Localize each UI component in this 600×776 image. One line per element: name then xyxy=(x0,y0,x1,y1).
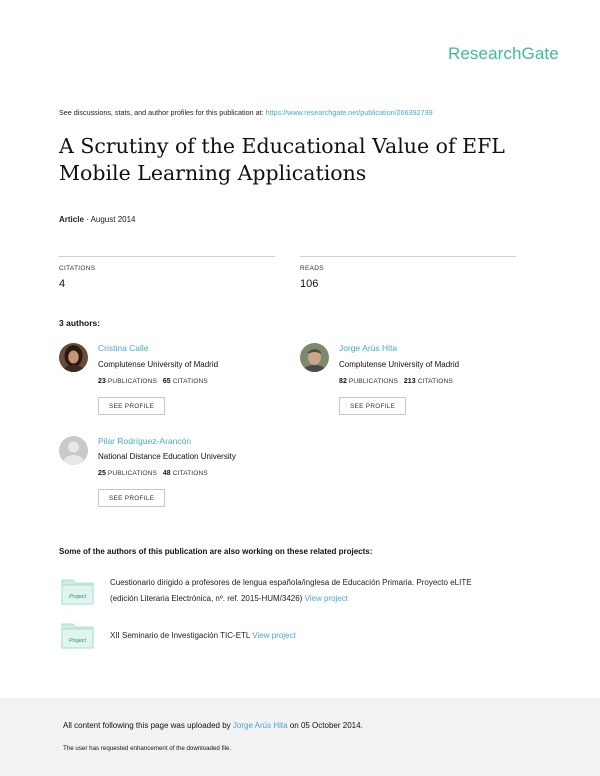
citations-value: 4 xyxy=(59,278,66,290)
upload-suffix: on 05 October 2014. xyxy=(287,721,363,730)
publication-count: 82 xyxy=(339,378,347,385)
reads-value: 106 xyxy=(300,278,319,290)
project-title-line1: Cuestionario dirigido a profesores de lengua española/inglesa de Educación Primaria. Proyecto eLITE xyxy=(110,578,472,587)
author-photo-icon xyxy=(59,343,88,372)
project-title-line2: (edición Literaria Electrónica, nº. ref. 2015-HUM/3426) xyxy=(110,594,305,603)
upload-prefix: All content following this page was uploaded by xyxy=(63,721,233,730)
footer-panel xyxy=(0,698,600,776)
author-stats xyxy=(98,470,208,477)
project-item xyxy=(110,628,570,644)
enhancement-note: The user has requested enhancement of the downloaded file. xyxy=(63,745,232,752)
citations-label: CITATIONS xyxy=(170,470,208,477)
avatar[interactable] xyxy=(300,343,329,372)
publication-count: 25 xyxy=(98,470,106,477)
citations-label: CITATIONS xyxy=(59,265,96,272)
author-name-link[interactable]: Jorge Arús Hita xyxy=(339,343,398,353)
reads-divider xyxy=(300,256,516,257)
author-affiliation: National Distance Education University xyxy=(98,452,236,461)
citation-count: 48 xyxy=(162,470,171,477)
author-stats xyxy=(339,378,453,385)
projects-heading: Some of the authors of this publication are also working on these related projects: xyxy=(59,547,373,556)
publications-label: PUBLICATIONS xyxy=(106,470,158,477)
project-title: XII Seminario de Investigación TIC-ETL xyxy=(110,631,253,640)
publication-link[interactable]: https://www.researchgate.net/publication/266392739 xyxy=(265,108,433,117)
default-avatar-icon xyxy=(59,436,88,465)
citation-count: 65 xyxy=(162,378,171,385)
author-name-link[interactable]: Pilar Rodríguez-Arancón xyxy=(98,436,192,446)
paper-type: Article xyxy=(59,215,84,224)
citations-label: CITATIONS xyxy=(170,378,208,385)
authors-heading: 3 authors: xyxy=(59,318,101,328)
see-profile-button[interactable]: SEE PROFILE xyxy=(98,489,165,507)
view-project-link[interactable]: View project xyxy=(252,631,296,640)
citations-label: CITATIONS xyxy=(415,378,453,385)
citation-count: 213 xyxy=(403,378,416,385)
publications-label: PUBLICATIONS xyxy=(106,378,158,385)
author-photo-icon xyxy=(300,343,329,372)
view-project-link[interactable]: View project xyxy=(304,594,349,603)
paper-meta xyxy=(59,215,136,224)
see-profile-button[interactable]: SEE PROFILE xyxy=(339,397,406,415)
publication-count: 23 xyxy=(98,378,106,385)
uploader-link[interactable]: Jorge Arús Hita xyxy=(232,721,288,730)
author-name-link[interactable]: Cristina Calle xyxy=(98,343,149,353)
researchgate-logo[interactable]: ResearchGate xyxy=(448,44,559,63)
author-affiliation: Complutense University of Madrid xyxy=(98,360,219,369)
project-icon-label: Project xyxy=(68,638,87,644)
discussion-line xyxy=(59,108,433,117)
author-stats xyxy=(98,378,208,385)
project-icon-label: Project xyxy=(68,594,87,600)
reads-label: READS xyxy=(300,265,324,272)
avatar[interactable] xyxy=(59,436,88,465)
see-profile-button[interactable]: SEE PROFILE xyxy=(98,397,165,415)
paper-date: · August 2014 xyxy=(83,215,136,224)
publications-label: PUBLICATIONS xyxy=(347,378,399,385)
author-affiliation: Complutense University of Madrid xyxy=(339,360,460,369)
discussion-text: See discussions, stats, and author profiles for this publication at: xyxy=(59,108,266,117)
upload-note xyxy=(63,721,363,730)
paper-title: A Scrutiny of the Educational Value of EFL Mobile Learning Applications xyxy=(59,134,505,185)
project-item xyxy=(110,575,570,607)
project-folder-icon xyxy=(61,621,94,649)
project-folder-icon xyxy=(61,577,94,605)
citations-divider xyxy=(59,256,275,257)
avatar[interactable] xyxy=(59,343,88,372)
